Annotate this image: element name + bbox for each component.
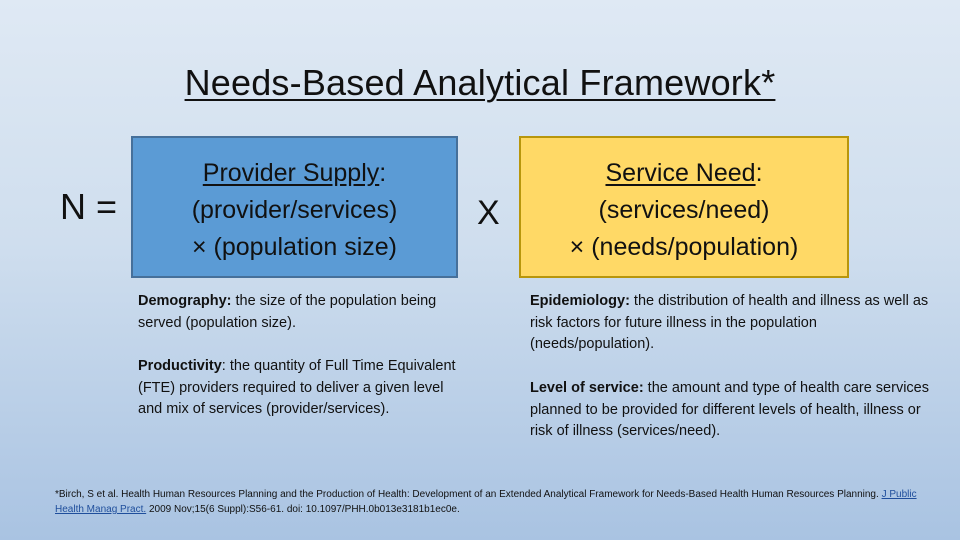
productivity-paragraph xyxy=(138,356,458,421)
need-line3: × (needs/population) xyxy=(569,233,799,261)
epidemiology-label: Epidemiology: xyxy=(530,293,630,309)
n-equals-label: N = xyxy=(60,186,118,227)
supply-box xyxy=(131,136,458,278)
citation xyxy=(55,487,935,517)
supply-heading-line xyxy=(133,155,456,192)
need-line2: (services/need) xyxy=(598,196,770,224)
citation-suffix: 2009 Nov;15(6 Suppl):S56-61. doi: 10.1097/PHH.0b013e3181b1ec0e. xyxy=(146,504,460,515)
supply-colon: : xyxy=(379,159,387,187)
need-heading: Service Need xyxy=(605,159,756,187)
level-of-service-paragraph xyxy=(530,378,930,443)
need-box xyxy=(519,136,849,278)
need-colon: : xyxy=(755,159,763,187)
need-heading-line xyxy=(521,155,847,192)
demography-text: the size of the population being served (population size). xyxy=(138,293,437,331)
citation-prefix: *Birch, S et al. Health Human Resources Planning and the Production of Health: Development of an Extended Analytical Framework for Needs-Based Health Human Resources Planning. xyxy=(55,489,882,500)
supply-heading: Provider Supply xyxy=(202,159,380,187)
supply-line3: × (population size) xyxy=(192,233,397,261)
level-of-service-label: Level of service: xyxy=(530,380,644,396)
slide-title: Needs-Based Analytical Framework* xyxy=(184,62,776,103)
productivity-label: Productivity xyxy=(138,358,222,374)
multiply-symbol: X xyxy=(477,194,500,232)
demography-label: Demography: xyxy=(138,293,232,309)
supply-line2: (provider/services) xyxy=(191,196,398,224)
epidemiology-text: the distribution of health and illness as well as risk factors for future illness in the population (needs/population). xyxy=(530,293,929,353)
demography-paragraph xyxy=(138,291,458,334)
level-of-service-text: the amount and type of health care services planned to be provided for different levels of health, illness or risk of illness (services/need). xyxy=(530,380,929,440)
journal-link[interactable]: J Public Health Manag Pract. xyxy=(55,489,917,515)
epidemiology-paragraph xyxy=(530,291,930,356)
productivity-text: : the quantity of Full Time Equivalent (FTE) providers required to deliver a given level and mix of services (provider/services). xyxy=(138,358,456,418)
